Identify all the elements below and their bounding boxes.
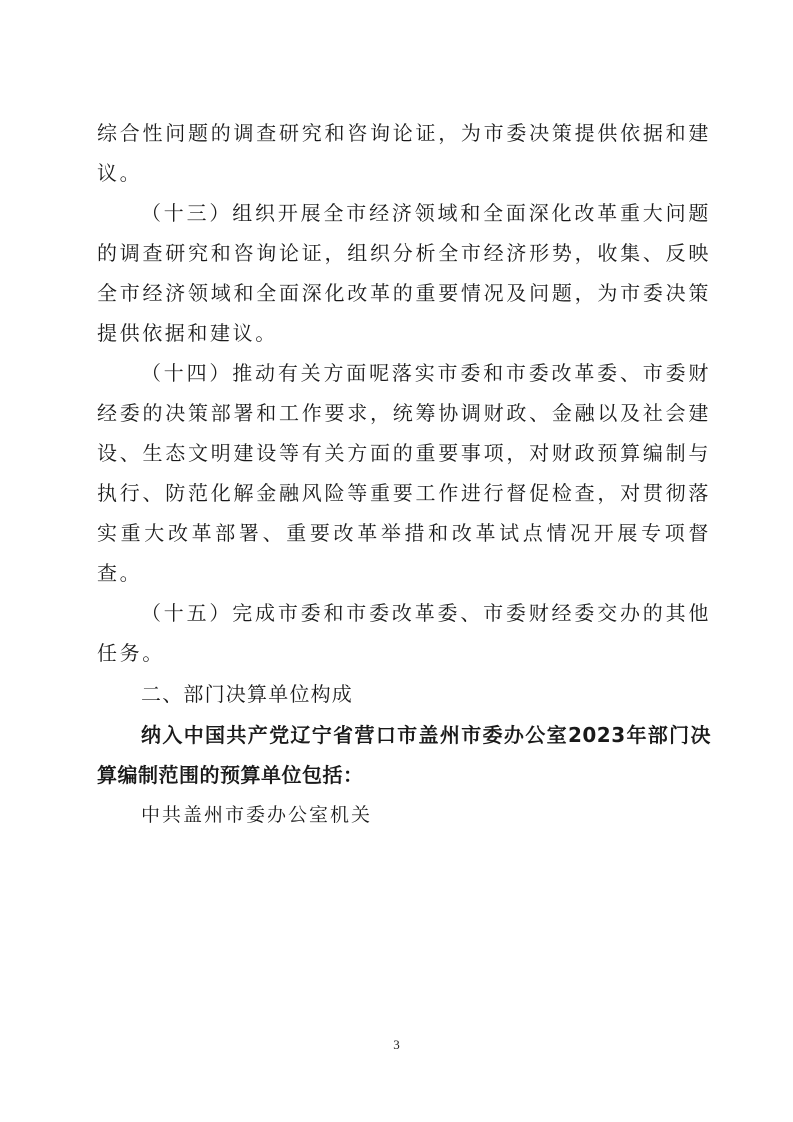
paragraph-item-15: （十五）完成市委和市委改革委、市委财经委交办的其他任务。 [97, 601, 711, 665]
section-heading: 二、部门决算单位构成 [141, 682, 353, 706]
paragraph-item-14: （十四）推动有关方面呢落实市委和市委改革委、市委财经委的决策部署和工作要求，统筹协调财政、金融以及社会建设、生态文明建设等有关方面的重要事项，对财政预算编制与执行、防范化解金融风险等重要工作进行督促检查，对贯彻落实重大改革部署、重要改革举措和改革试点情况开展专项督查。 [97, 361, 711, 585]
budget-unit-item: 中共盖州市委办公室机关 [141, 804, 373, 826]
scope-statement: 纳入中国共产党辽宁省营口市盖州市委办公室2023年部门决算编制范围的预算单位包括： [97, 723, 711, 787]
document-body [97, 113, 711, 835]
page-number: 3 [393, 1037, 400, 1052]
paragraph-item-13: （十三）组织开展全市经济领域和全面深化改革重大问题的调查研究和咨询论证，组织分析全市经济形势，收集、反映全市经济领域和全面深化改革的重要情况及问题，为市委决策提供依据和建议。 [97, 201, 711, 345]
paragraph-continuation: 综合性问题的调查研究和咨询论证，为市委决策提供依据和建议。 [97, 121, 711, 185]
